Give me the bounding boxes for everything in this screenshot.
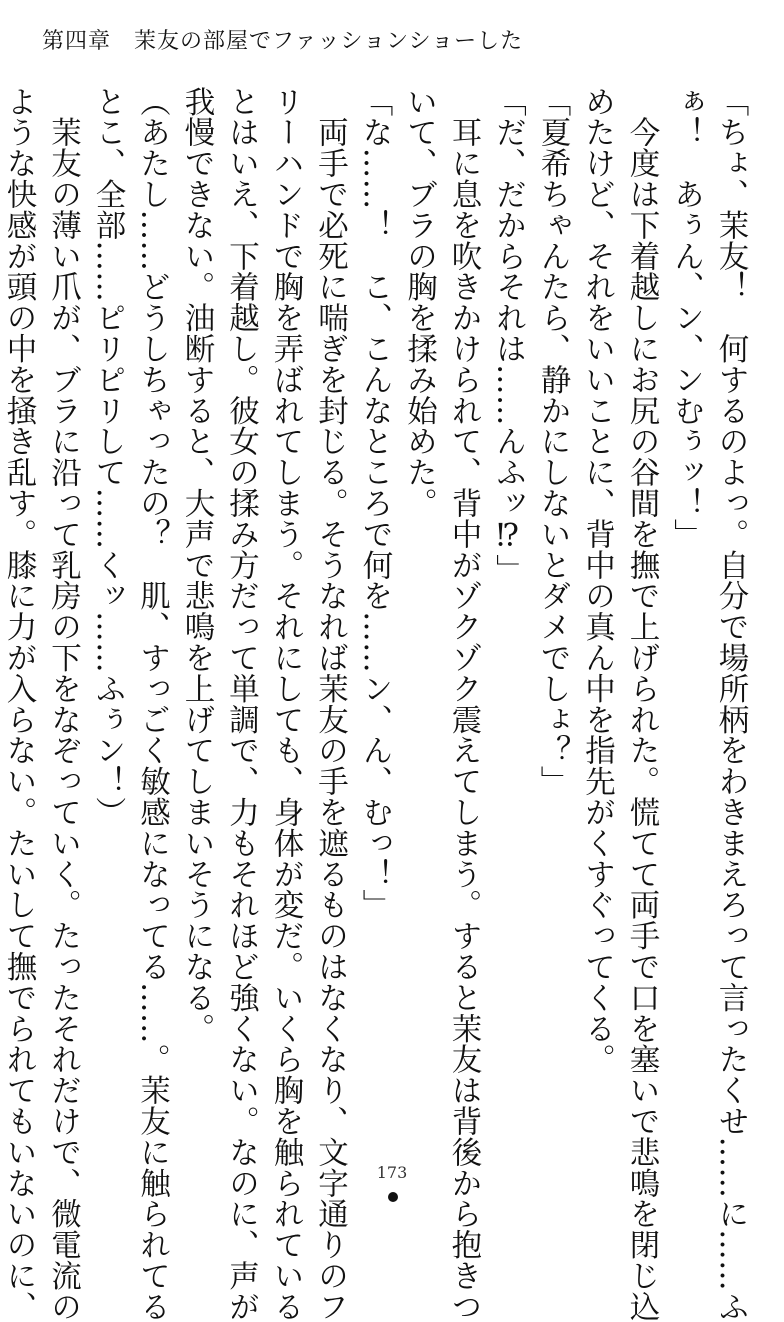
- text-line: 耳に息を吹きかけられて、背中がゾクゾク震えてしまう。すると茉友は背後から抱きつ: [446, 86, 481, 1322]
- text-line: いて、ブラの胸を揉み始めた。: [401, 86, 437, 519]
- page-number: 173: [376, 1163, 408, 1182]
- text-line: 今度は下着越しにお尻の谷間を撫で上げられた。慌てて両手で口を塞いで悲鳴を閉じ込: [624, 86, 659, 1322]
- text-line: ぁ！ あぅん、ン、ンむぅッ！」: [668, 86, 704, 550]
- text-line: めたけど、それをいいことに、背中の真ん中を指先がくすぐってくる。: [579, 86, 615, 1075]
- text-line: とこ、全部……ピリピリして……くッ……ふぅン！）: [90, 86, 125, 828]
- text-line: 「ちょ、茉友！ 何するのよっ。自分で場所柄をわきまえろって言ったくせ……に……ふ: [713, 86, 748, 1322]
- chapter-header: 第四章 茉友の部屋でファッションショーした: [42, 29, 524, 54]
- text-line: とはいえ、下着越し。彼女の揉み方だって単調で、力もそれほど強くない。なのに、声が: [223, 86, 259, 1322]
- text-line: 「な……！ こ、こんなところで何を……ン、ん、むっ！」: [357, 86, 392, 921]
- text-line: 茉友の薄い爪が、ブラに沿って乳房の下をなぞっていく。たったそれだけで、微電流の: [45, 86, 81, 1322]
- page-marker-dot: [388, 1192, 398, 1202]
- text-line: 我慢できない。油断すると、大声で悲鳴を上げてしまいそうになる。: [179, 86, 214, 1044]
- text-line: ような快感が頭の中を掻き乱す。膝に力が入らない。たいして撫でられてもいないのに、: [1, 86, 36, 1322]
- text-line: 両手で必死に喘ぎを封じる。そうなれば茉友の手を遮るものはなくなり、文字通りのフ: [312, 86, 348, 1322]
- text-line: （あたし……どうしちゃったの？ 肌、すっごく敏感になってる……。茉友に触られてる: [134, 86, 170, 1322]
- text-line: リーハンドで胸を弄ばれてしまう。それにしても、身体が変だ。いくら胸を触られている: [268, 86, 303, 1322]
- text-line: 「夏希ちゃんたら、静かにしないとダメでしょ？」: [535, 86, 570, 797]
- text-line: 「だ、だからそれは……んふッ⁉」: [490, 86, 526, 585]
